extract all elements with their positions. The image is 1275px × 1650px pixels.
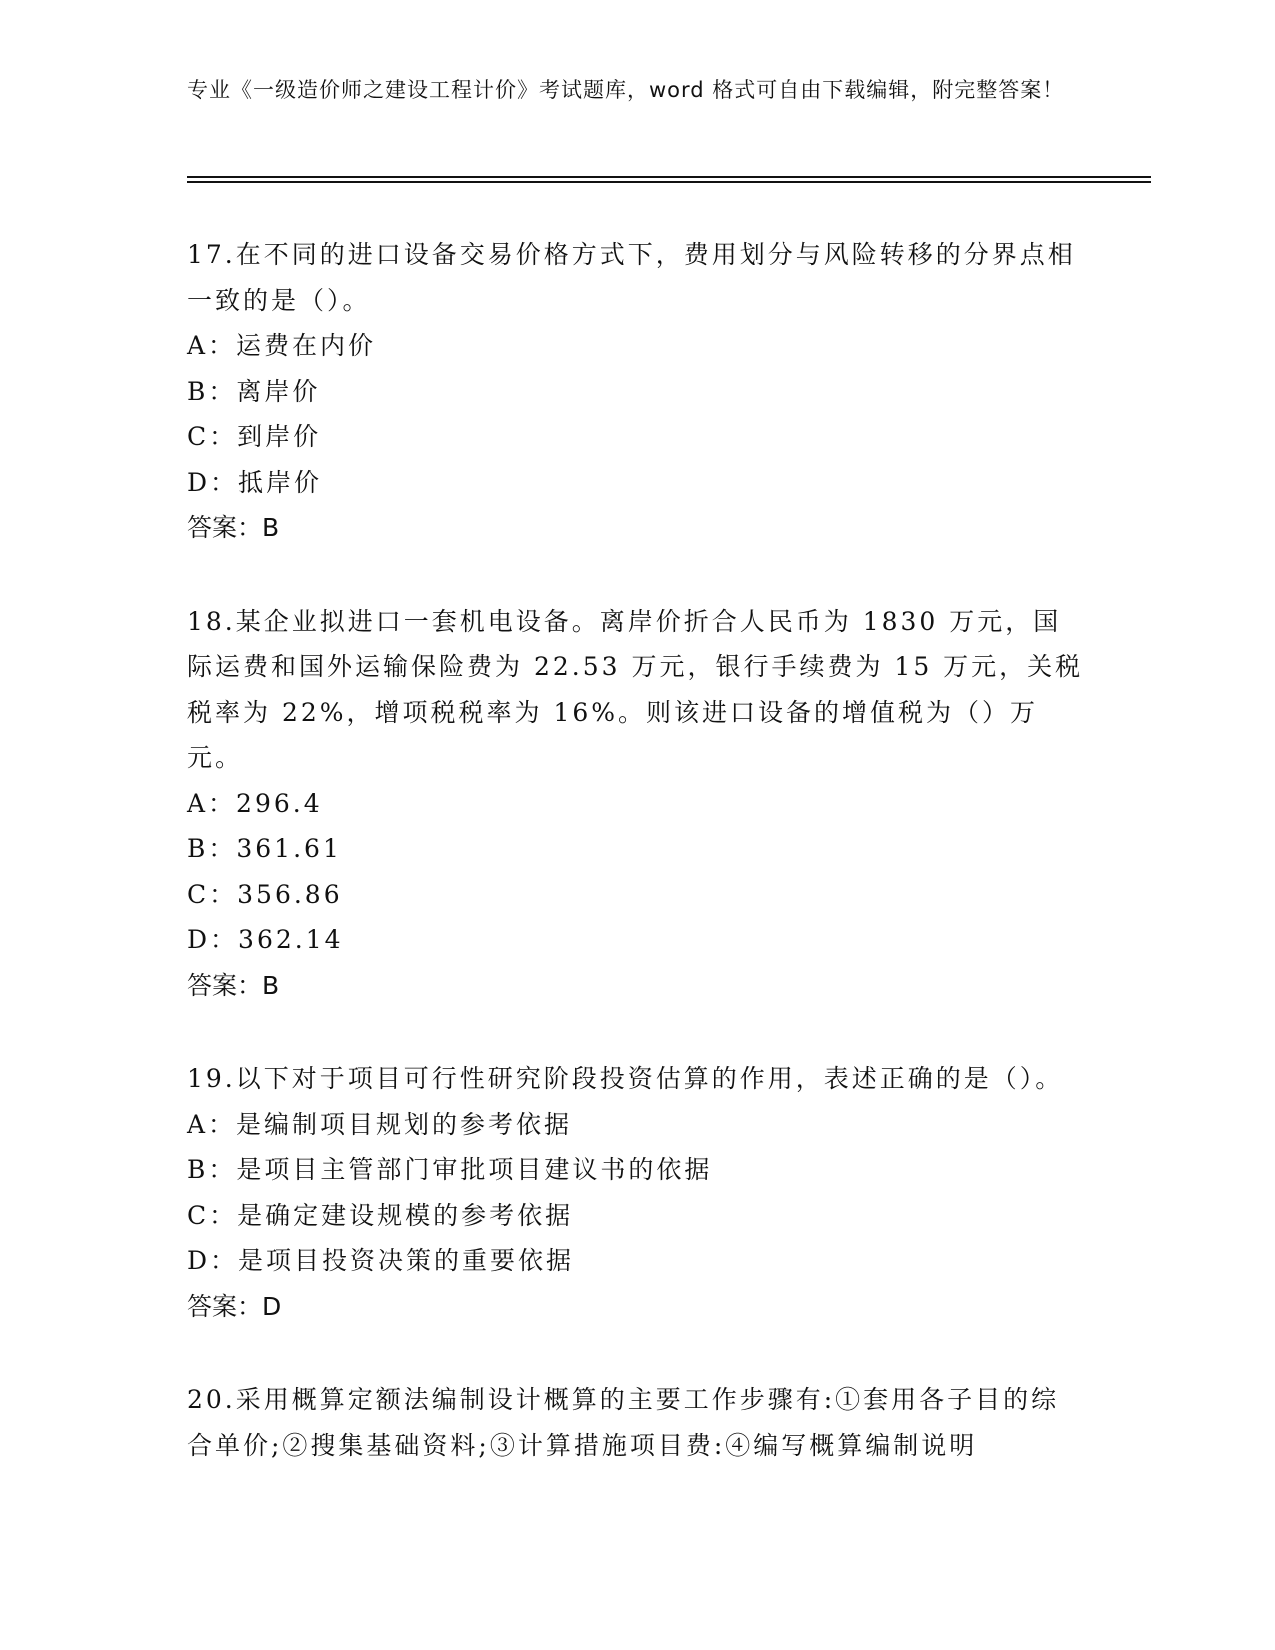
- question-list: [187, 232, 1087, 1516]
- option-b: B：是项目主管部门审批项目建议书的依据: [187, 1155, 713, 1184]
- question-stem: 19.以下对于项目可行性研究阶段投资估算的作用，表述正确的是（）。: [187, 1064, 1064, 1093]
- question-20: [187, 1377, 1087, 1468]
- option-d: D：362.14: [187, 925, 344, 954]
- answer: 答案：B: [187, 970, 280, 1000]
- header-divider-top: [187, 176, 1151, 178]
- answer: 答案：B: [187, 513, 280, 542]
- option-c: C：是确定建设规模的参考依据: [187, 1200, 574, 1230]
- option-b: B：离岸价: [187, 376, 321, 406]
- option-b: B：361.61: [187, 834, 342, 863]
- question-18: [187, 599, 1087, 1009]
- option-a: A：296.4: [187, 788, 323, 818]
- document-header: 专业《一级造价师之建设工程计价》考试题库，word 格式可自由下载编辑，附完整答案！: [187, 78, 1065, 102]
- question-stem: 17.在不同的进口设备交易价格方式下，费用划分与风险转移的分界点相一致的是（）。: [187, 240, 1076, 315]
- option-d: D：抵岸价: [187, 467, 323, 497]
- question-19: [187, 1056, 1087, 1329]
- question-stem: 18.某企业拟进口一套机电设备。离岸价折合人民币为 1830 万元，国际运费和国外运输保险费为 22.53 万元，银行手续费为 15 万元，关税税率为 22%，增项税税率为 16%。则该进口设备的增值税为（）万元。: [187, 606, 1084, 772]
- option-c: C：356.86: [187, 879, 343, 909]
- header-divider-bottom: [187, 181, 1151, 183]
- question-17: [187, 232, 1087, 551]
- answer: 答案：D: [187, 1291, 282, 1321]
- option-d: D：是项目投资决策的重要依据: [187, 1246, 575, 1275]
- option-a: A：是编制项目规划的参考依据: [187, 1109, 573, 1139]
- option-a: A：运费在内价: [187, 331, 377, 360]
- option-c: C：到岸价: [187, 422, 322, 451]
- question-stem: 20.采用概算定额法编制设计概算的主要工作步骤有:①套用各子目的综合单价;②搜集基础资料;③计算措施项目费:④编写概算编制说明: [187, 1385, 1060, 1460]
